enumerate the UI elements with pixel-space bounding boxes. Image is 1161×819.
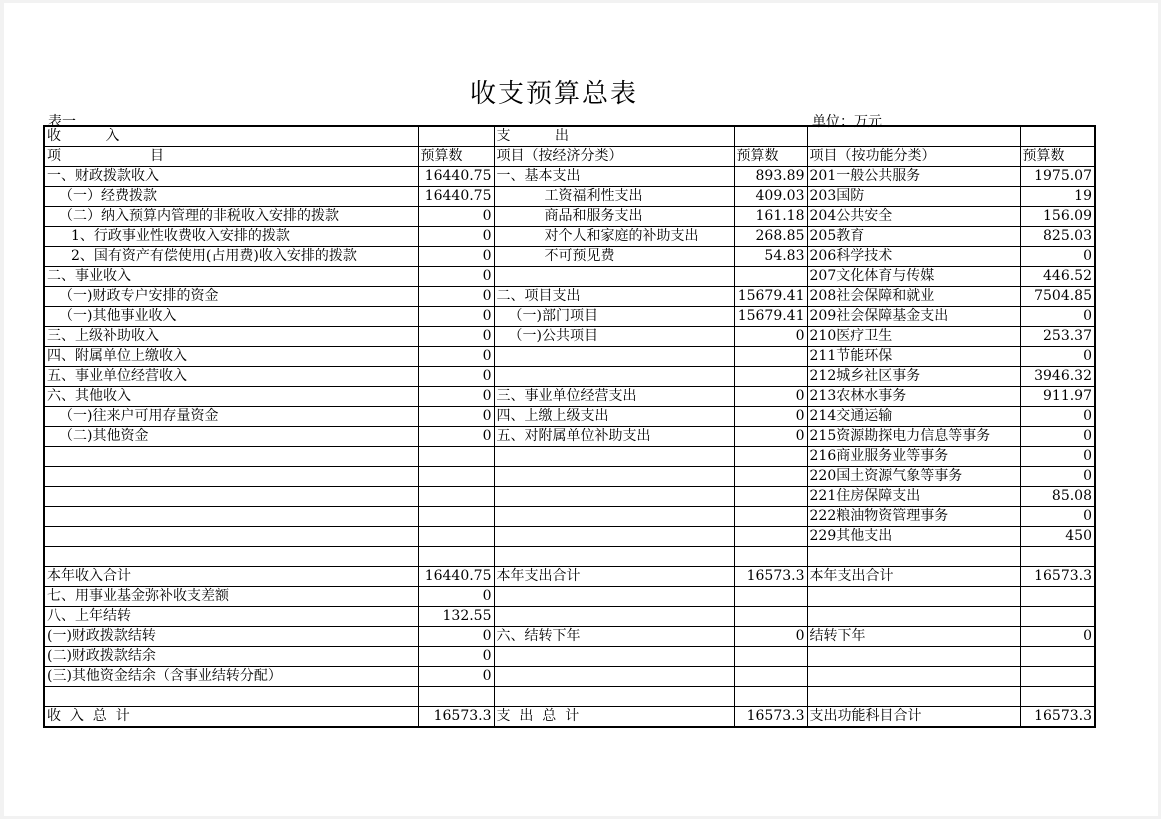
table-row (44, 587, 1095, 607)
header-row-2 (44, 147, 1095, 167)
econ-item-cell: （一)部门项目 (494, 307, 734, 327)
func-amount-cell: 0 (1020, 427, 1095, 447)
income-amount-cell: 0 (418, 647, 494, 667)
income-amount-cell: 0 (418, 327, 494, 347)
table-row (44, 627, 1095, 647)
econ-amount-cell: 16573.3 (734, 707, 807, 728)
income-amount-cell: 0 (418, 247, 494, 267)
econ-amount-cell (734, 667, 807, 687)
econ-item-cell (494, 367, 734, 387)
econ-item-cell (494, 607, 734, 627)
func-item-cell (807, 647, 1020, 667)
econ-item-cell: 支 出 总 计 (494, 707, 734, 728)
func-amount-cell: 16573.3 (1020, 567, 1095, 587)
func-item-cell: 221住房保障支出 (807, 487, 1020, 507)
func-item-cell (807, 587, 1020, 607)
income-item-cell: （二)其他资金 (44, 427, 418, 447)
func-amount-cell: 1975.07 (1020, 167, 1095, 187)
func-amount-cell: 19 (1020, 187, 1095, 207)
econ-amount-cell (734, 507, 807, 527)
income-item-cell: 五、事业单位经营收入 (44, 367, 418, 387)
income-item-cell: （二）纳入预算内管理的非税收入安排的拨款 (44, 207, 418, 227)
income-amount-cell: 0 (418, 367, 494, 387)
econ-amount-cell: 0 (734, 627, 807, 647)
func-amount-cell: 0 (1020, 447, 1095, 467)
econ-amount-cell (734, 347, 807, 367)
income-item-cell: 六、其他收入 (44, 387, 418, 407)
table-row (44, 207, 1095, 227)
econ-amount-cell: 268.85 (734, 227, 807, 247)
table-row (44, 667, 1095, 687)
table-row (44, 707, 1095, 728)
econ-item-cell: 三、事业单位经营支出 (494, 387, 734, 407)
income-amount-header: 预算数 (418, 147, 494, 167)
income-amount-cell: 0 (418, 307, 494, 327)
table-label: 表一 (48, 114, 76, 130)
income-amount-cell: 16440.75 (418, 167, 494, 187)
func-amount-cell: 0 (1020, 247, 1095, 267)
econ-amount-cell (734, 547, 807, 567)
func-amount-cell (1020, 647, 1095, 667)
econ-item-cell (494, 687, 734, 707)
income-amount-cell (418, 487, 494, 507)
econ-item-cell (494, 587, 734, 607)
econ-item-cell (494, 447, 734, 467)
table-row (44, 307, 1095, 327)
income-item-cell: 本年收入合计 (44, 567, 418, 587)
income-amount-cell (418, 547, 494, 567)
func-item-cell (807, 607, 1020, 627)
budget-table (43, 125, 1096, 728)
table-row (44, 507, 1095, 527)
income-amount-cell: 16573.3 (418, 707, 494, 728)
income-item-cell: 八、上年结转 (44, 607, 418, 627)
func-item-cell (807, 547, 1020, 567)
table-row (44, 467, 1095, 487)
func-item-cell: 209社会保障基金支出 (807, 307, 1020, 327)
econ-item-cell (494, 647, 734, 667)
income-item-cell: 七、用事业基金弥补收支差额 (44, 587, 418, 607)
func-item-cell: 本年支出合计 (807, 567, 1020, 587)
table-row (44, 287, 1095, 307)
income-amount-cell: 16440.75 (418, 567, 494, 587)
income-amount-cell: 132.55 (418, 607, 494, 627)
income-amount-cell: 16440.75 (418, 187, 494, 207)
econ-item-cell: 工资福利性支出 (494, 187, 734, 207)
income-amount-cell: 0 (418, 387, 494, 407)
econ-item-cell: 二、项目支出 (494, 287, 734, 307)
econ-amount-cell (734, 447, 807, 467)
func-item-cell: 215资源勘探电力信息等事务 (807, 427, 1020, 447)
econ-amount-cell: 409.03 (734, 187, 807, 207)
income-item-cell: （一)往来户可用存量资金 (44, 407, 418, 427)
table-row (44, 527, 1095, 547)
table-row (44, 607, 1095, 627)
func-amount-cell: 0 (1020, 307, 1095, 327)
func-amount-cell (1020, 547, 1095, 567)
func-item-cell: 结转下年 (807, 627, 1020, 647)
income-amount-cell: 0 (418, 407, 494, 427)
income-item-cell: 二、事业收入 (44, 267, 418, 287)
func-item-cell: 212城乡社区事务 (807, 367, 1020, 387)
econ-amount-cell: 54.83 (734, 247, 807, 267)
income-item-cell (44, 467, 418, 487)
table-row (44, 267, 1095, 287)
table-row (44, 487, 1095, 507)
econ-item-cell: 四、上缴上级支出 (494, 407, 734, 427)
econ-amount-cell: 0 (734, 387, 807, 407)
income-item-cell (44, 687, 418, 707)
econ-amount-cell: 893.89 (734, 167, 807, 187)
income-item-cell: 四、附属单位上缴收入 (44, 347, 418, 367)
table-row (44, 387, 1095, 407)
table-row (44, 647, 1095, 667)
econ-amount-cell: 0 (734, 327, 807, 347)
income-item-cell: （一)其他事业收入 (44, 307, 418, 327)
econ-item-cell: 五、对附属单位补助支出 (494, 427, 734, 447)
income-amount-cell: 0 (418, 287, 494, 307)
func-item-cell: 216商业服务业等事务 (807, 447, 1020, 467)
func-item-cell (807, 687, 1020, 707)
econ-amount-cell (734, 647, 807, 667)
econ-amount-cell (734, 367, 807, 387)
income-amount-cell: 0 (418, 427, 494, 447)
func-item-cell: 203国防 (807, 187, 1020, 207)
econ-item-cell: 一、基本支出 (494, 167, 734, 187)
func-amount-cell: 0 (1020, 507, 1095, 527)
table-row (44, 427, 1095, 447)
func-item-cell: 201一般公共服务 (807, 167, 1020, 187)
econ-amount-cell: 161.18 (734, 207, 807, 227)
func-item-cell: 222粮油物资管理事务 (807, 507, 1020, 527)
econ-item-cell: 六、结转下年 (494, 627, 734, 647)
table-row (44, 567, 1095, 587)
econ-amount-cell: 15679.41 (734, 307, 807, 327)
income-amount-cell (418, 687, 494, 707)
func-amount-cell (1020, 587, 1095, 607)
econ-amount-header: 预算数 (734, 147, 807, 167)
func-item-cell: 213农林水事务 (807, 387, 1020, 407)
econ-item-cell (494, 547, 734, 567)
table-row (44, 547, 1095, 567)
table-row (44, 347, 1095, 367)
income-item-cell: (一)财政拨款结转 (44, 627, 418, 647)
income-item-cell (44, 447, 418, 467)
econ-amount-cell (734, 687, 807, 707)
table-row (44, 447, 1095, 467)
income-item-cell (44, 507, 418, 527)
income-item-cell (44, 487, 418, 507)
func-amount-cell (1020, 607, 1095, 627)
income-item-cell: （一）经费拨款 (44, 187, 418, 207)
header-empty (1020, 126, 1095, 147)
econ-amount-cell: 0 (734, 427, 807, 447)
income-item-cell (44, 547, 418, 567)
func-item-cell: 210医疗卫生 (807, 327, 1020, 347)
econ-amount-cell: 15679.41 (734, 287, 807, 307)
func-amount-cell (1020, 687, 1095, 707)
income-amount-cell: 0 (418, 267, 494, 287)
income-item-cell: 2、国有资产有偿使用(占用费)收入安排的拨款 (44, 247, 418, 267)
income-item-cell: (三)其他资金结余（含事业结转分配） (44, 667, 418, 687)
header-empty (734, 126, 807, 147)
income-item-cell: 收 入 总 计 (44, 707, 418, 728)
func-amount-cell: 0 (1020, 347, 1095, 367)
header-empty (418, 126, 494, 147)
func-amount-cell: 85.08 (1020, 487, 1095, 507)
income-amount-cell: 0 (418, 347, 494, 367)
func-amount-cell: 825.03 (1020, 227, 1095, 247)
income-item-cell: (二)财政拨款结余 (44, 647, 418, 667)
func-item-cell: 229其他支出 (807, 527, 1020, 547)
func-amount-cell: 16573.3 (1020, 707, 1095, 728)
income-amount-cell: 0 (418, 207, 494, 227)
econ-item-cell: 对个人和家庭的补助支出 (494, 227, 734, 247)
func-item-cell: 205教育 (807, 227, 1020, 247)
econ-amount-cell (734, 607, 807, 627)
func-amount-cell: 0 (1020, 627, 1095, 647)
econ-item-cell: （一)公共项目 (494, 327, 734, 347)
func-amount-header: 预算数 (1020, 147, 1095, 167)
econ-item-cell: 不可预见费 (494, 247, 734, 267)
econ-amount-cell (734, 267, 807, 287)
econ-amount-cell (734, 467, 807, 487)
income-amount-cell: 0 (418, 227, 494, 247)
table-row (44, 247, 1095, 267)
func-amount-cell: 7504.85 (1020, 287, 1095, 307)
func-item-cell: 支出功能科目合计 (807, 707, 1020, 728)
header-empty (807, 126, 1020, 147)
table-row (44, 227, 1095, 247)
econ-item-cell (494, 467, 734, 487)
table-row (44, 167, 1095, 187)
table-row (44, 187, 1095, 207)
func-amount-cell: 0 (1020, 407, 1095, 427)
econ-item-cell (494, 667, 734, 687)
econ-item-cell (494, 507, 734, 527)
econ-amount-cell (734, 487, 807, 507)
income-item-cell: 1、行政事业性收费收入安排的拨款 (44, 227, 418, 247)
econ-amount-cell (734, 587, 807, 607)
income-item-header: 项 目 (44, 147, 418, 167)
func-item-cell: 207文化体育与传媒 (807, 267, 1020, 287)
income-amount-cell: 0 (418, 587, 494, 607)
func-item-cell: 204公共安全 (807, 207, 1020, 227)
income-amount-cell (418, 467, 494, 487)
func-amount-cell: 3946.32 (1020, 367, 1095, 387)
econ-item-cell (494, 347, 734, 367)
func-amount-cell: 156.09 (1020, 207, 1095, 227)
func-amount-cell: 450 (1020, 527, 1095, 547)
income-amount-cell: 0 (418, 667, 494, 687)
econ-amount-cell (734, 527, 807, 547)
econ-item-cell: 商品和服务支出 (494, 207, 734, 227)
income-amount-cell (418, 527, 494, 547)
income-item-cell (44, 527, 418, 547)
func-amount-cell (1020, 667, 1095, 687)
func-item-cell: 220国土资源气象等事务 (807, 467, 1020, 487)
unit-label: 单位：万元 (812, 114, 882, 130)
func-item-cell: 208社会保障和就业 (807, 287, 1020, 307)
func-amount-cell: 911.97 (1020, 387, 1095, 407)
func-item-cell: 206科学技术 (807, 247, 1020, 267)
econ-item-cell: 本年支出合计 (494, 567, 734, 587)
func-item-cell: 211节能环保 (807, 347, 1020, 367)
income-amount-cell (418, 507, 494, 527)
table-row (44, 367, 1095, 387)
func-amount-cell: 0 (1020, 467, 1095, 487)
func-item-cell (807, 667, 1020, 687)
header-row-1 (44, 126, 1095, 147)
econ-amount-cell: 16573.3 (734, 567, 807, 587)
page-title: 收支预算总表 (469, 79, 638, 109)
econ-item-cell (494, 267, 734, 287)
func-amount-cell: 253.37 (1020, 327, 1095, 347)
table-row (44, 327, 1095, 347)
func-item-cell: 214交通运输 (807, 407, 1020, 427)
func-amount-cell: 446.52 (1020, 267, 1095, 287)
func-item-header: 项目（按功能分类） (807, 147, 1020, 167)
income-amount-cell: 0 (418, 627, 494, 647)
income-item-cell: （一)财政专户安排的资金 (44, 287, 418, 307)
econ-amount-cell: 0 (734, 407, 807, 427)
income-amount-cell (418, 447, 494, 467)
table-row (44, 407, 1095, 427)
income-header: 收 入 (44, 126, 418, 147)
table-row (44, 687, 1095, 707)
expense-header: 支 出 (494, 126, 734, 147)
income-item-cell: 三、上级补助收入 (44, 327, 418, 347)
econ-item-cell (494, 527, 734, 547)
income-item-cell: 一、财政拨款收入 (44, 167, 418, 187)
econ-item-cell (494, 487, 734, 507)
econ-item-header: 项目（按经济分类） (494, 147, 734, 167)
